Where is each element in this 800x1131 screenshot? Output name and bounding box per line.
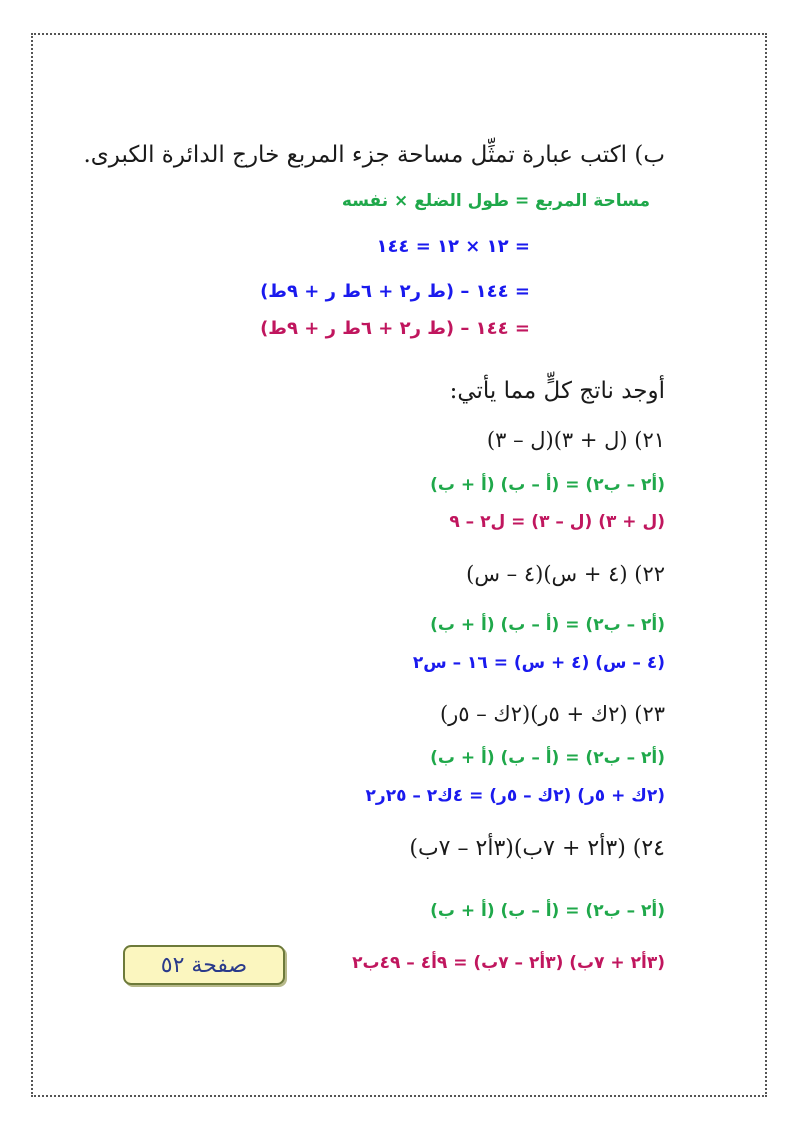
problem-24-label: ٢٤) (٣أ٢ + ٧ب)(٣أ٢ – ٧ب) [409, 836, 665, 861]
square-area-value: = ١٢ × ١٢ = ١٤٤ [376, 236, 530, 257]
page-number-badge: صفحة ٥٢ [123, 945, 285, 985]
problem-24-identity: (أ٢ – ب٢) = (أ – ب) (أ + ب) [430, 901, 665, 921]
problem-21-identity: (أ٢ – ب٢) = (أ – ب) (أ + ب) [430, 475, 665, 495]
problem-22-answer: (٤ – س) (٤ + س) = ١٦ – س٢ [412, 653, 665, 673]
region-area-expression: = ١٤٤ – (ط ر٢ + ٦ط ر + ٩ط) [260, 281, 530, 302]
problem-24-answer: (٣أ٢ + ٧ب) (٣أ٢ – ٧ب) = ٩أ٤ – ٤٩ب٢ [352, 953, 665, 973]
problem-21-answer: (ل + ٣) (ل – ٣) = ل٢ – ٩ [449, 512, 665, 532]
instruction-heading: أوجد ناتج كلٍّ مما يأتي: [449, 378, 665, 404]
region-area-expression-final: = ١٤٤ – (ط ر٢ + ٦ط ر + ٩ط) [260, 318, 530, 339]
problem-22-identity: (أ٢ – ب٢) = (أ – ب) (أ + ب) [430, 615, 665, 635]
part-b-question: ب) اكتب عبارة تمثِّل مساحة جزء المربع خارج الدائرة الكبرى. [83, 142, 665, 168]
problem-21-label: ٢١) (ل + ٣)(ل – ٣) [486, 428, 665, 452]
problem-22-label: ٢٢) (٤ + س)(٤ – س) [466, 562, 665, 586]
problem-23-label: ٢٣) (٢ك + ٥ر)(٢ك – ٥ر) [439, 702, 665, 726]
square-area-formula: مساحة المربع = طول الضلع × نفسه [341, 191, 650, 211]
problem-23-identity: (أ٢ – ب٢) = (أ – ب) (أ + ب) [430, 748, 665, 768]
problem-23-answer: (٢ك + ٥ر) (٢ك – ٥ر) = ٤ك٢ – ٢٥ر٢ [365, 786, 665, 806]
